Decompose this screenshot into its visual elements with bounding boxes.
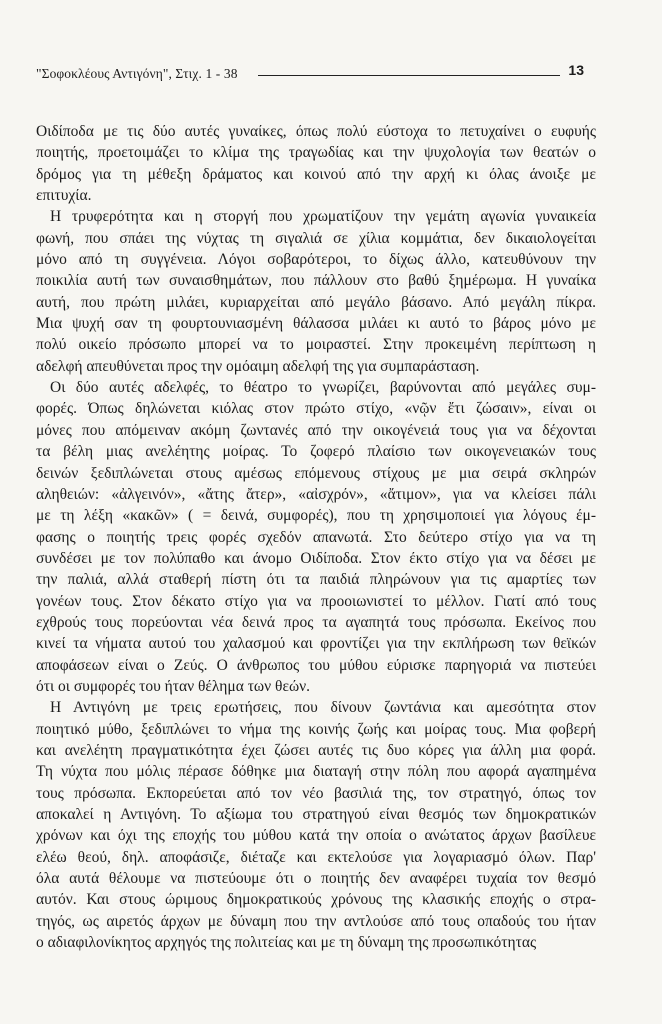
- text-line: Οιδίποδα με τις δύο αυτές γυναίκες, όπως πολύ εύστοχα το πετυχαίνει ο ευφυής: [36, 123, 596, 140]
- text-line: Οι δύο αυτές αδελφές, το θέατρο το γνωρίζει, βαρύνονται από μεγάλες συμ-: [50, 379, 596, 397]
- text-line: Μια ψυχή σαν τη φουρτουνιασμένη θάλασσα μιλάει κι αυτό το βάρος μόνο με: [36, 315, 596, 333]
- text-line: ελέω θεού, δηλ. αποφάσιζε, διέταζε και εκτελούσε για λογαριασμό όλων. Παρ': [36, 848, 596, 866]
- text-line: όλα αυτά θέλουμε να πιστεύουμε ότι ο ποιητής δεν αναφέρει τυχαία τον θεσμό: [36, 870, 596, 888]
- text-line: αυτόν. Και στους ώριμους δημοκρατικούς χρόνους της κλασικής εποχής ο στρα-: [36, 891, 596, 909]
- text-line: τους πρόσωπα. Εκπορεύεται από τον νέο βασιλιά της, τον στρατηγό, όπως τον: [36, 784, 596, 802]
- running-head: [36, 62, 598, 84]
- text-line: δρόμος για τη μέθεξη δράματος και κοινού από την αρχή κι όλας άνοιξε με: [36, 165, 596, 183]
- text-line: φασης ο ποιητής τρεις φορές σχεδόν απανωτά. Στο δεύτερο στίχο για να τη: [36, 528, 596, 546]
- text-line: φωνή, που σπάει της νύχτας τη σιγαλιά σε χίλια κομμάτια, δεν δικαιολογείται: [36, 229, 596, 247]
- paragraph: [36, 206, 596, 377]
- paragraph: [36, 377, 596, 697]
- text-line: μόνες που απόμειναν ακόμη ζωντανές από την οικογένειά τους για να δέχονται: [36, 421, 596, 439]
- text-line: αποκαλεί η Αντιγόνη. Το αξίωμα του στρατηγού είναι θεσμός των δημοκρατικών: [36, 806, 596, 823]
- text-line: Τη νύχτα που μόλις πέρασε δόθηκε μια διαταγή στην πόλη που αφορά αγαπημένα: [36, 763, 596, 781]
- body-text: [36, 121, 596, 953]
- text-line: αυτή, που πρώτη μιλάει, κυριαρχείται από μεγάλο βάσανο. Από μεγάλη πίκρα.: [36, 293, 596, 311]
- text-line: Η τρυφερότητα και η στοργή που χρωματίζουν την γεμάτη αγωνία γυναικεία: [50, 208, 596, 226]
- text-line: πολύ οικείο πρόσωπο μπορεί να το μοιραστεί. Στην προκειμένη περίπτωση η: [36, 336, 596, 354]
- header-rule: [258, 75, 560, 76]
- text-line: συνδέσει με τον πολύπαθο και άνομο Οιδίποδα. Στον έκτο στίχο για να δέσει με: [36, 549, 596, 567]
- page-number: 13: [568, 62, 584, 78]
- text-line: τηγός, ως αιρετός άρχων με δύναμη που την αντλούσε από τους οπαδούς του ήταν: [36, 912, 596, 930]
- text-line: και ανελέητη πραγματικότητα έχει ζώσει αυτές τις δυο κόρες για άλλη μια φορά.: [36, 741, 596, 759]
- paragraph: [36, 697, 596, 953]
- text-line: την παλιά, αλλά σταθερή πίστη ότι τα παιδιά πληρώνουν για τις αμαρτίες των: [36, 571, 596, 589]
- text-line: ο αδιαφιλονίκητος αρχηγός της πολιτείας και με τη δύναμη της προσωπικότητας: [36, 934, 537, 952]
- text-line: χρόνων και όχι της εποχής του μύθου κατά την οποία ο ανώτατος άρχων βασίλευε: [36, 827, 596, 845]
- text-line: ποικιλία αυτή των συναισθημάτων, που πάλλουν στο βαθύ ξημέρωμα. Η γυναίκα: [36, 272, 596, 290]
- text-line: εχθρούς τους πορεύονται νέα δεινά προς τα αγαπητά τους πρόσωπα. Εκείνος που: [36, 613, 596, 631]
- running-title: "Σοφοκλέους Αντιγόνη", Στιχ. 1 - 38: [36, 66, 238, 81]
- paragraph: [36, 121, 596, 206]
- text-line: δεινών ξεδιπλώνεται στους αμέσως επόμενους στίχους με μια σειρά σκληρών: [36, 464, 596, 482]
- text-line: αληθειών: «ἀλγεινόν», «ἄτης ἄτερ», «αἰσχρόν», «ἄτιμον», για να κλείσει πάλι: [36, 485, 596, 503]
- text-line: αδελφή απευθύνεται προς την ομόαιμη αδελφή της για συμπαράσταση.: [36, 357, 480, 375]
- text-line: Η Αντιγόνη με τρεις ερωτήσεις, που δίνουν ζωντάνια και αμεσότητα στον: [50, 699, 596, 717]
- text-line: ποιητής, προετοιμάζει το κλίμα της τραγωδίας και την ψυχολογία των θεατών ο: [36, 144, 596, 162]
- text-line: με τη λέξη «κακῶν» ( = δεινά, συμφορές), που τη χρησιμοποιεί για λόγους έμ-: [36, 507, 596, 525]
- text-line: αποφάσεων είναι ο Ζεύς. Ο άνθρωπος του μύθου εύρισκε παρηγοριά να πιστεύει: [36, 656, 596, 674]
- text-line: τα βέλη μιας ανελέητης μοίρας. Το ζοφερό πλαίσιο των οικογενειακών τους: [36, 443, 596, 461]
- text-line: επιτυχία.: [36, 187, 92, 205]
- text-line: ότι οι συμφορές του ήταν θέλημα των θεών.: [36, 677, 311, 695]
- text-line: ποιητικό μύθο, ξεδιπλώνει το νήμα της κοινής ζωής και μοίρας τους. Μια φοβερή: [36, 720, 596, 738]
- text-line: κινεί τα νήματα αυτού του χαλασμού και φροντίζει για την εκπλήρωση των θεϊκών: [36, 635, 596, 653]
- text-line: μόνο από τη συγγένεια. Λόγοι σοβαρότεροι, το δίχως άλλο, κατευθύνουν την: [36, 251, 596, 269]
- text-line: γονέων τους. Στον δέκατο στίχο για να προοιωνιστεί το μέλλον. Γιατί από τους: [36, 592, 596, 610]
- text-line: φορές. Όπως δηλώνεται κιόλας στον πρώτο στίχο, «νῷν ἔτι ζώσαιν», είναι οι: [36, 400, 596, 418]
